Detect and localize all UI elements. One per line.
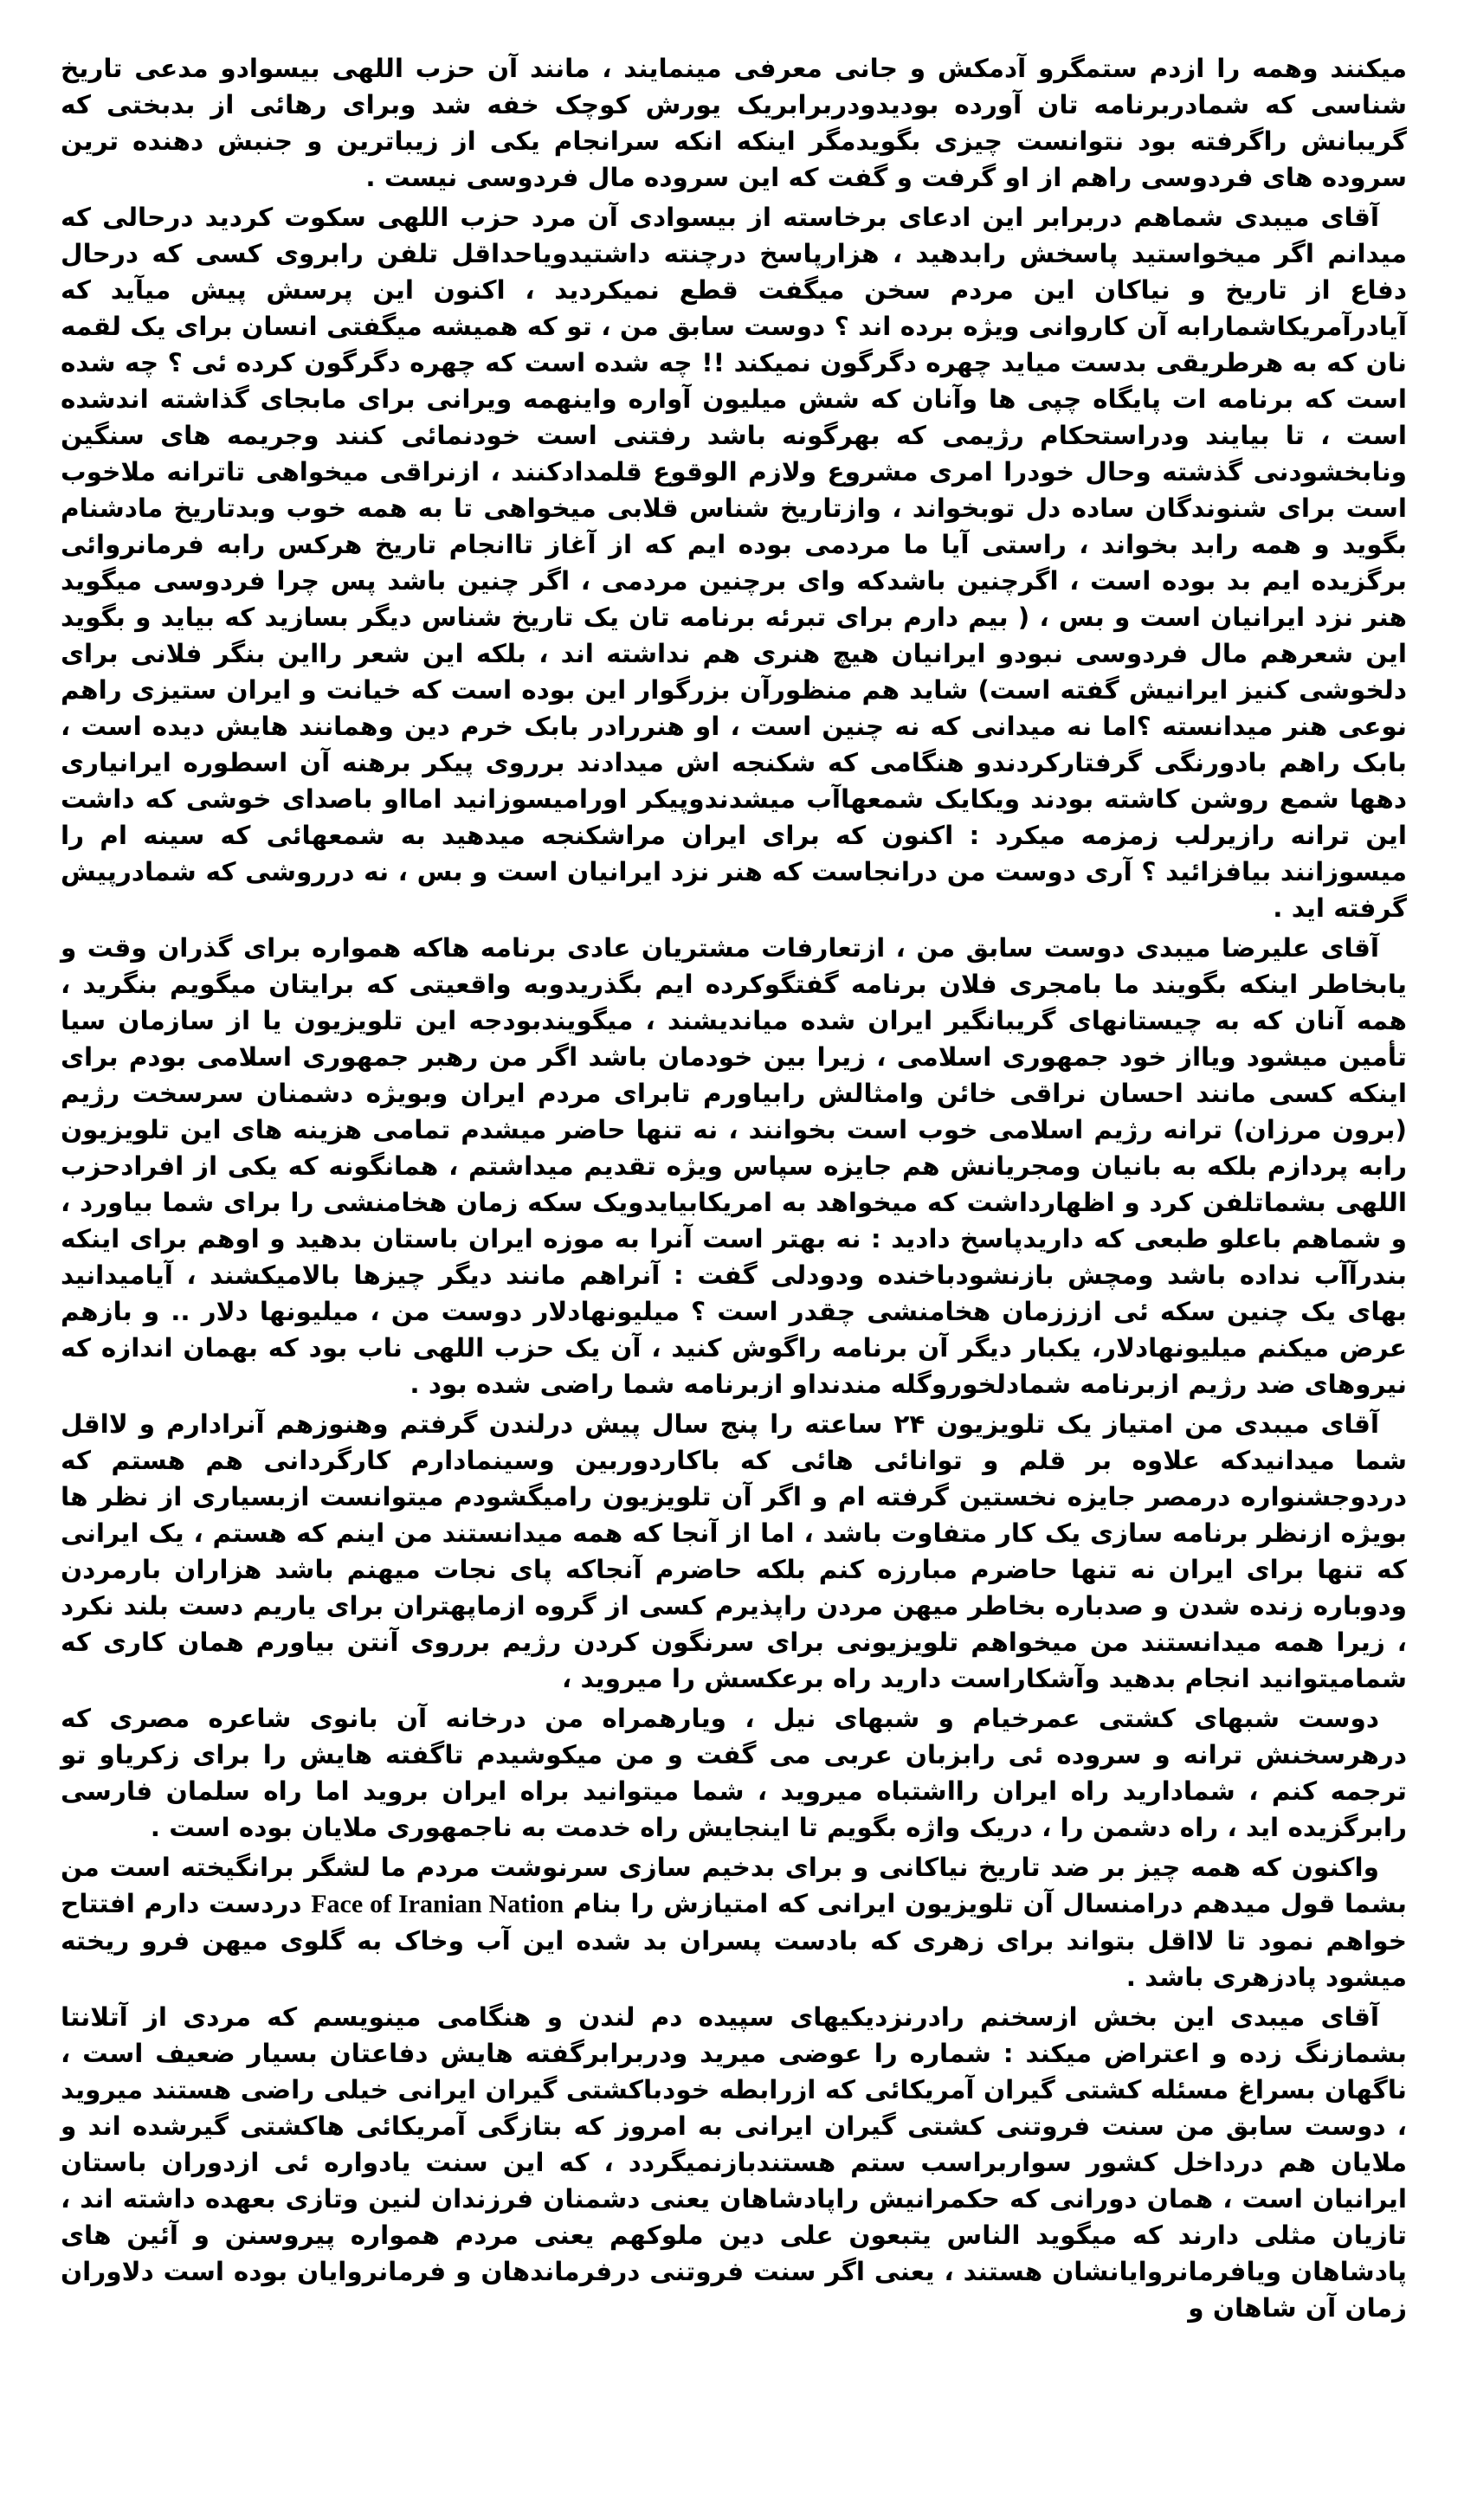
paragraph-7: آقای میبدی این بخش ازسخنم رادرنزدیکیهای سپیده دم لندن و هنگامی مینویسم که مردی از آتلانتا بشمازنگ زده و اعتراض میکند : شماره را عوضی میرید ودربرابرگفته هایش دفاعتان بسیار ضعیف است ، ناگهان بسراغ مسئله کشتی گیران آمریکائی که ازرابطه خودباکشتی گیران ایرانی خیلی راضی هستند میروید ، دوست سابق من سنت فروتنی کشتی گیران ایرانی به امروز که بتازگی آمریکائی هاکشتی گیرشده اند و ملایان هم درداخل کشور سواربراسب ستم هستندبازنمیگردد ، که این سنت یادواره ئی ازدوران باستان ایرانیان است ، همان دورانی که حکمرانیش راپادشاهان یعنی دشمنان فرزندان لنین وتازی بعهده داشته اند ، تازیان مثلی دارند که میگوید الناس یتبعون علی دین ملوکهم یعنی مردم همواره پیروسنن و آئین های پادشاهان ویافرمانروایانشان هستند ، یعنی اگر سنت فروتنی درفرماندهان و فرمانروایان بوده است دلاوران زمان آن شاهان و: [61, 2002, 1407, 2323]
paragraph-1: میکنند وهمه را ازدم ستمگرو آدمکش و جانی معرفی مینمایند ، مانند آن حزب اللهی بیسوادو مدعی تاریخ شناسی که شمادربرنامه تان آورده بودیدودربرابریک یورش کوچک خفه شد وبرای رهائی از بدبختی که گریبانش راگرفته بود نتوانست چیزی بگویدمگر اینکه انکه سرانجام یکی از زیباترین و جنبش دهنده ترین سروده های فردوسی راهم از او گرفت و گفت که این سروده مال فردوسی نیست .: [61, 54, 1407, 192]
paragraph-3: آقای علیرضا میبدی دوست سابق من ، ازتعارفات مشتریان عادی برنامه هاکه همواره برای گذران وقت و یابخاطر اینکه بگویند ما بامجری فلان برنامه گفتگوکرده ایم بگذریدوبه واقعیتی که برایتان میگویم بنگرید ، همه آنان که به چیستانهای گریبانگیر ایران شده میاندیشند ، میگویندبودجه این تلویزیون یا از سازمان سیا تأمین میشود ویااز خود جمهوری اسلامی ، زیرا بین خودمان باشد اگر من رهبر جمهوری اسلامی بودم برای اینکه کسی مانند احسان نراقی خائن وامثالش رابیاورم تابرای مردم ایران وبویژه دشمنان سرسخت رژیم (برون مرزان) ترانه رژیم اسلامی خوب است بخوانند ، نه تنها حاضر میشدم تمامی هزینه های این تلویزیون رابه پردازم بلکه به بانیان ومجریانش هم جایزه سپاس ویژه تقدیم میداشتم ، همانگونه که یکی از افرادحزب اللهی بشماتلفن کرد و اظهارداشت که میخواهد به امریکابیایدویک سکه زمان هخامنشی را برای شما بیاورد ، و شماهم باعلو طبعی که داریدپاسخ دادید : نه بهتر است آنرا به موزه ایران باستان بدهید و اوهم برای اینکه بندرآآب نداده باشد ومچش بازنشودباخنده ودودلی گفت : آنراهم مانند دیگر چیزها بالامیکشند ، آیامیدانید بهای یک چنین سکه ئی ازززمان هخامنشی چقدر است ؟ میلیونهادلار دوست من ، میلیونها دلار .. و بازهم عرض میکنم میلیونهادلار، یکبار دیگر آن برنامه راگوش کنید ، آن یک حزب اللهی ناب بود که بهمان اندازه که نیروهای ضد رژیم ازبرنامه شمادلخوروگله مندنداو ازبرنامه شما راضی شده بود .: [61, 933, 1407, 1399]
paragraph-6: [61, 1849, 1407, 1995]
paragraph-6-text-before: واکنون که همه چیز بر ضد تاریخ نیاکانی و برای بدخیم سازی سرنوشت مردم ما لشگر برانگیخته است من بشما قول میدهم درامنسال آن تلویزیون ایرانی که امتیازش را بنام: [61, 1853, 1407, 1918]
paragraph-6-text-after: دردست دارم افتتاح خواهم نمود تا لااقل بتواند برای زهری که بادست پسران بد شده این آب وخاک به گلوی میهن فرو ریخته میشود پادزهری باشد .: [61, 1889, 1407, 1992]
tv-channel-name: Face of Iranian Nation: [311, 1890, 564, 1918]
paragraph-4: آقای میبدی من امتیاز یک تلویزیون ۲۴ ساعته را پنج سال پیش درلندن گرفتم وهنوزهم آنرادارم و لااقل شما میدانیدکه علاوه بر قلم و توانائی هائی که باکاردوربین وسینمادارم کارگردانی هم هستم که دردوجشنواره درمصر جایزه نخستین گرفته ام و اگر آن تلویزیون رامیگشودم میتوانست ازبسیاری از نظر ها بویژه ازنظر برنامه سازی یک کار متفاوت باشد ، اما از آنجا که همه میدانستند من اینم که هستم ، یک ایرانی که تنها برای ایران نه تنها حاضرم مبارزه کنم بلکه حاضرم آنجاکه پای نجات میهنم باشد هزاران بارمردن ودوباره زنده شدن و صدباره بخاطر میهن مردن راپذیرم کسی از گروه ازماپهتران برای یاریم دست بلند نکرد ، زیرا همه میدانستند من میخواهم تلویزیونی برای سرنگون کردن رژیم برروی آنتن بیاورم همان کاری که شمامیتوانید انجام بدهید وآشکاراست دارید راه برعکسش را میروید ،: [61, 1409, 1407, 1693]
paragraph-5: دوست شبهای کشتی عمرخیام و شبهای نیل ، ویارهمراه من درخانه آن بانوی شاعره مصری که درهرسخنش ترانه و سروده ئی رابزبان عربی می گفت و من میکوشیدم تاگفته هایش را برای زکریاو تو ترجمه کنم ، شمادارید راه ایران رااشتباه میروید ، شما میتوانید براه ایران بروید اما راه سلمان فارسی رابرگزیده اید ، راه دشمن را ، دریک واژه بگویم تا اینجایش راه خدمت به ناجمهوری ملایان بوده است .: [61, 1704, 1407, 1842]
paragraph-2: آقای میبدی شماهم دربرابر این ادعای برخاسته از بیسوادی آن مرد حزب اللهی سکوت کردید درحالی که میدانم اگر میخواستید پاسخش رابدهید ، هزارپاسخ درچنته داشتیدویاحداقل تلفن رابروی کسی که درحال دفاع از تاریخ و نیاکان این مردم سخن میگفت قطع نمیکردید ، اکنون این پرسش پیش میآید که آیادرآمریکاشمارابه آن کاروانی ویژه برده اند ؟ دوست سابق من ، تو که همیشه میگفتی انسان برای یک لقمه نان که به هرطریقی بدست میاید چهره دگرگون نمیکند !! چه شده است که چهره دگرگون کرده ئی ؟ چه شده است که برنامه ات پایگاه چپی ها وآنان که شش میلیون آواره واینهمه ویرانی برای مابجای گذاشته اندشده است ، تا بیایند ودراستحکام رژیمی که بهرگونه باشد رفتنی است خودنمائی کنند وجریمه های سنگین ونابخشودنی گذشته وحال خودرا امری مشروع ولازم الوقوع قلمدادکنند ، ازنراقی میخواهی تاترانه ملاخوب است برای شنوندگان ساده دل توبخواند ، وازتاریخ شناس قلابی میخواهی تا به همه خوب وبدتاریخ مادشنام بگوید و همه رابد بخواند ، راستی آیا ما مردمی بوده ایم که از آغاز تاانجام تاریخ هرکس رابه فرمانروائی برگزیده ایم بد بوده است ، اگرچنین باشدکه وای برچنین مردمی ، اگر چنین باشد پس چرا فردوسی میگوید هنر نزد ایرانیان است و بس ، ( بیم دارم برای تبرئه برنامه تان یک تاریخ شناس دیگر بسازید که بیاید و بگوید این شعرهم مال فردوسی نبودو ایرانیان هیچ هنری هم نداشته اند ، بلکه این شعر رااین بنگر فلانی برای دلخوشی کنیز ایرانیش گفته است) شاید هم منظورآن بزرگوار این بوده است که خیانت و ایران ستیزی راهم نوعی هنر میدانسته ؟اما نه میدانی که نه چنین است ، او هنررادر بابک خرم دین وهمانند هایش دیده است ، بابک راهم بادورنگی گرفتارکردندو هنگامی که شکنجه اش میدادند برروی پیکر برهنه آن اسطوره ایرانیاری دهها شمع روشن کاشته بودند ویکایک شمعهاآب میشدندوپیکر اورامیسوزانید امااو باصدای خوشی که داشت این ترانه رازیرلب زمزمه میکرد : اکنون که برای ایران مراشکنجه میدهید به شمعهائی که سینه ام را میسوزانند بیافزائید ؟ آری دوست من درانجاست که هنر نزد ایرانیان است و بس ، نه درروشی که شمادرپیش گرفته اید .: [61, 203, 1407, 923]
